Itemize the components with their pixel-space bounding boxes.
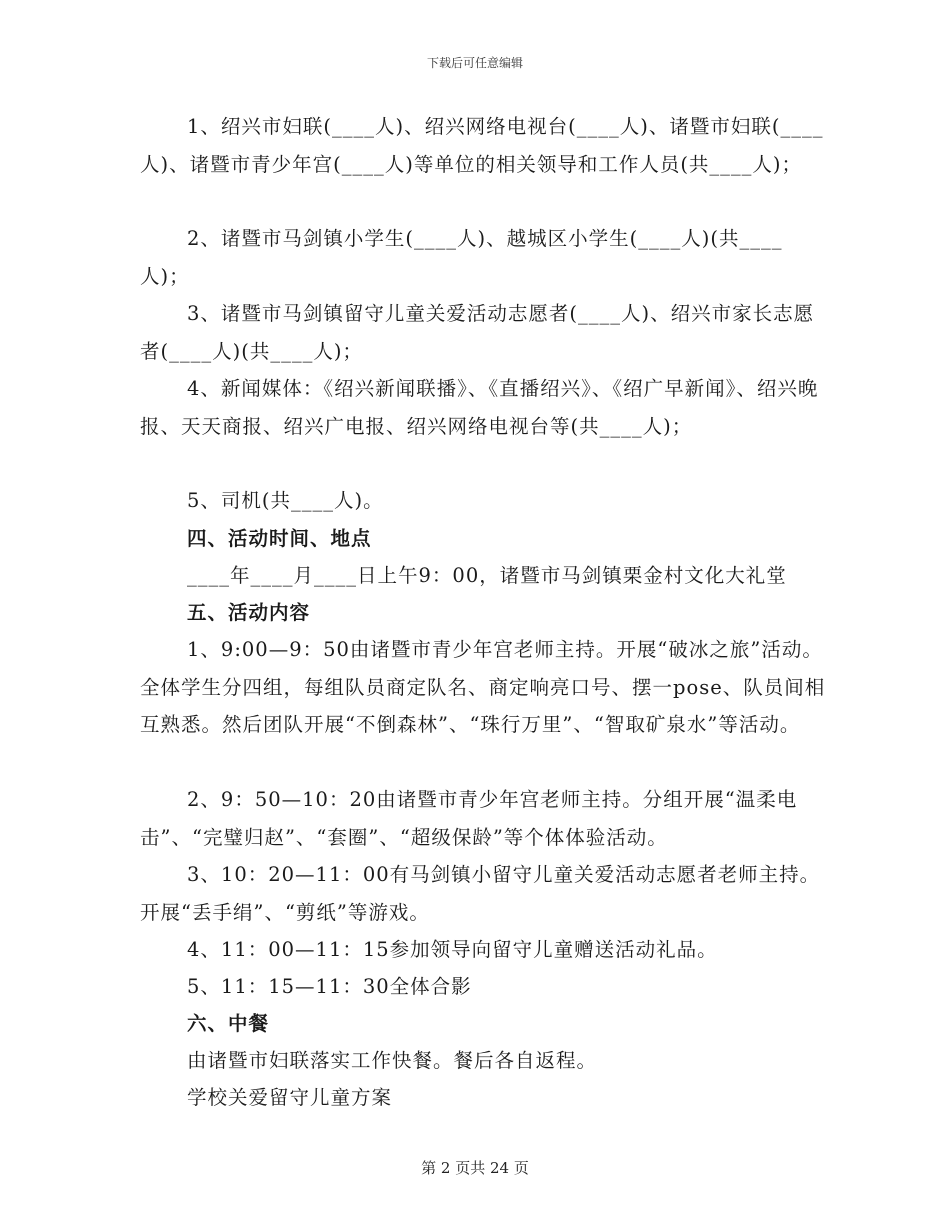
page-header: 下载后可任意编辑 [426,56,523,70]
participants-item-2: 2、诸暨市马剑镇小学生(____人)、越城区小学生(____人)(共____人)； [140,227,783,288]
participants-item-5: 5、司机(共____人)。 [187,489,384,512]
participants-item-1: 1、绍兴市妇联(____人)、绍兴网络电视台(____人)、诸暨市妇联(____人)、诸暨市青少年宫(____人)等单位的相关领导和工作人员(共____人)； [140,115,824,176]
content-item-1: 1、9:00—9：50由诸暨市青少年宫老师主持。开展“破冰之旅”活动。全体学生分四组，每组队员商定队名、商定响亮口号、摆一pose、队员间相互熟悉。然后团队开展“不倒森林”、“珠行万里”、“智取矿泉水”等活动。 [140,638,826,736]
content-item-3: 3、10：20—11：00有马剑镇小留守儿童关爱活动志愿者老师主持。开展“丢手绢”、“剪纸”等游戏。 [140,863,821,924]
section-heading-lunch: 六、中餐 [187,1012,270,1035]
page-footer: 第 2 页共 24 页 [421,1159,529,1177]
content-item-5: 5、11：15—11：30全体合影 [187,975,472,998]
time-place-text: ____年____月____日上午9：00，诸暨市马剑镇栗金村文化大礼堂 [187,564,787,587]
next-document-title: 学校关爱留守儿童方案 [187,1086,393,1109]
participants-item-4: 4、新闻媒体：《绍兴新闻联播》、《直播绍兴》、《绍广早新闻》、绍兴晚报、天天商报、绍兴广电报、绍兴网络电视台等(共____人)； [140,377,819,438]
section-heading-content: 五、活动内容 [187,601,311,624]
participants-item-3: 3、诸暨市马剑镇留守儿童关爱活动志愿者(____人)、绍兴市家长志愿者(____人)(共____人)； [140,302,815,363]
content-item-2: 2、9：50—10：20由诸暨市青少年宫老师主持。分组开展“温柔电击”、“完璧归赵”、“套圈”、“超级保龄”等个体体验活动。 [140,788,798,849]
lunch-text: 由诸暨市妇联落实工作快餐。餐后各自返程。 [187,1049,598,1072]
content-item-4: 4、11：00—11：15参加领导向留守儿童赠送活动礼品。 [187,938,718,961]
section-heading-time-place: 四、活动时间、地点 [187,527,372,550]
